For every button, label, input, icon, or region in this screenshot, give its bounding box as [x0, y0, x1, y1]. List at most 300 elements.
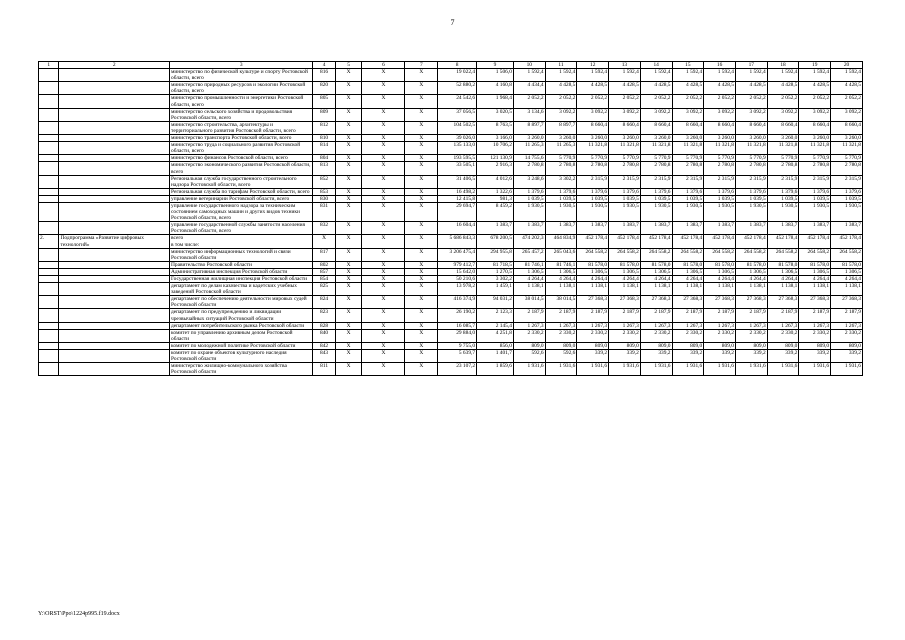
amount-cell: 94 031,2 — [477, 296, 514, 309]
amount-cell: 2 052,2 — [640, 95, 672, 108]
row-number — [39, 363, 59, 376]
program-name — [59, 142, 170, 155]
amount-cell: 2 330,2 — [767, 329, 799, 342]
rzpr-code: X — [335, 261, 362, 268]
grbs-code: X — [313, 235, 336, 248]
vr-code: X — [405, 175, 438, 188]
vr-code: X — [405, 261, 438, 268]
amount-cell: 2 330,2 — [577, 329, 609, 342]
amount-cell: 4 264,4 — [704, 276, 736, 283]
amount-cell: 1 931,6 — [672, 363, 704, 376]
amount-cell: 1 930,5 — [513, 202, 545, 221]
amount-cell: 1 592,4 — [767, 69, 799, 82]
amount-cell: 264 558,2 — [672, 248, 704, 261]
amount-cell: 1 930,5 — [704, 202, 736, 221]
amount-cell: 2 123,3 — [477, 309, 514, 322]
amount-cell: 3 260,0 — [672, 135, 704, 142]
amount-cell: 1 306,5 — [640, 268, 672, 275]
csr-code: X — [362, 195, 405, 202]
csr-code: X — [362, 322, 405, 329]
program-name: Подпрограмма «Развитие цифровых технологий» — [59, 235, 170, 248]
amount-cell: 1 138,1 — [545, 283, 577, 296]
program-name — [59, 69, 170, 82]
amount-cell: 2 315,9 — [672, 175, 704, 188]
amount-cell: 339,2 — [704, 350, 736, 363]
amount-cell: 339,2 — [735, 350, 767, 363]
amount-cell: 1 931,6 — [799, 363, 831, 376]
grbs-code: 823 — [313, 309, 336, 322]
amount-cell: 8 660,4 — [609, 121, 641, 134]
amount-cell: 452 178,4 — [609, 235, 641, 248]
amount-cell: 1 306,5 — [577, 268, 609, 275]
amount-cell: 2 315,9 — [609, 175, 641, 188]
amount-cell: 193 595,5 — [438, 155, 477, 162]
amount-cell: 1 379,6 — [609, 188, 641, 195]
amount-cell: 81 578,0 — [672, 261, 704, 268]
rzpr-code: X — [335, 162, 362, 175]
vr-code: X — [405, 142, 438, 155]
amount-cell: 8 660,4 — [640, 121, 672, 134]
amount-cell: 4 264,4 — [513, 276, 545, 283]
csr-code: X — [362, 283, 405, 296]
csr-code: X — [362, 188, 405, 195]
column-number: 3 — [170, 62, 313, 69]
amount-cell: 3 092,2 — [609, 108, 641, 121]
executor-name: управление государственной службы занятости населения Ростовской области, всего — [170, 222, 313, 235]
vr-code: X — [405, 155, 438, 162]
column-number: 12 — [577, 62, 609, 69]
amount-cell: 8 897,7 — [545, 121, 577, 134]
amount-cell: 27 368,3 — [799, 296, 831, 309]
vr-code: X — [405, 296, 438, 309]
amount-cell: 3 302,2 — [477, 276, 514, 283]
program-name — [59, 188, 170, 195]
amount-cell: 3 092,2 — [640, 108, 672, 121]
table-row — [39, 155, 863, 162]
amount-cell: 2 315,9 — [640, 175, 672, 188]
table-row — [39, 329, 863, 342]
amount-cell: 81 578,0 — [767, 261, 799, 268]
grbs-code: 816 — [313, 69, 336, 82]
amount-cell: 809,0 — [672, 342, 704, 349]
amount-cell: 5 770,9 — [545, 155, 577, 162]
amount-cell: 1 383,7 — [704, 222, 736, 235]
program-name — [59, 121, 170, 134]
amount-cell: 2 780,8 — [767, 162, 799, 175]
grbs-code: 817 — [313, 248, 336, 261]
amount-cell: 2 780,8 — [831, 162, 863, 175]
table-row — [39, 276, 863, 283]
csr-code: X — [362, 329, 405, 342]
amount-cell: 2 052,2 — [545, 95, 577, 108]
row-number: 2. — [39, 235, 59, 248]
vr-code: X — [405, 162, 438, 175]
amount-cell: 1 930,5 — [545, 202, 577, 221]
amount-cell: 2 330,2 — [735, 329, 767, 342]
amount-cell: 1 931,6 — [577, 363, 609, 376]
amount-cell: 4 428,5 — [609, 82, 641, 95]
column-number: 17 — [735, 62, 767, 69]
amount-cell: 27 368,3 — [767, 296, 799, 309]
table-row — [39, 195, 863, 202]
row-number — [39, 82, 59, 95]
amount-cell: 11 321,8 — [640, 142, 672, 155]
table-row — [39, 322, 863, 329]
amount-cell: 1 379,6 — [545, 188, 577, 195]
grbs-code: 853 — [313, 188, 336, 195]
column-number: 1 — [39, 62, 59, 69]
vr-code: X — [405, 82, 438, 95]
rzpr-code: X — [335, 108, 362, 121]
amount-cell: 1 138,1 — [672, 283, 704, 296]
amount-cell: 1 383,7 — [672, 222, 704, 235]
rzpr-code: X — [335, 329, 362, 342]
amount-cell: 1 138,1 — [831, 283, 863, 296]
amount-cell: 1 383,7 — [477, 222, 514, 235]
amount-cell: 3 248,6 — [513, 175, 545, 188]
row-number — [39, 175, 59, 188]
grbs-code: 828 — [313, 322, 336, 329]
executor-name: управление ветеринарии Ростовской области, всего — [170, 195, 313, 202]
row-number — [39, 121, 59, 134]
amount-cell: 4 428,5 — [767, 82, 799, 95]
amount-cell: 81 578,0 — [799, 261, 831, 268]
amount-cell: 2 052,2 — [609, 95, 641, 108]
amount-cell: 4 428,5 — [545, 82, 577, 95]
amount-cell: 2 187,9 — [735, 309, 767, 322]
amount-cell: 3 134,6 — [513, 108, 545, 121]
amount-cell: 4 264,4 — [831, 276, 863, 283]
amount-cell: 31 406,5 — [438, 175, 477, 188]
amount-cell: 1 267,3 — [704, 322, 736, 329]
executor-name: департамент по обеспечению деятельности мировых судей Ростовской области — [170, 296, 313, 309]
grbs-code: 811 — [313, 363, 336, 376]
amount-cell: 1 383,7 — [831, 222, 863, 235]
amount-cell: 2 052,2 — [513, 95, 545, 108]
amount-cell: 3 092,2 — [799, 108, 831, 121]
amount-cell: 4 264,4 — [577, 276, 609, 283]
amount-cell: 2 315,9 — [799, 175, 831, 188]
amount-cell: 1 306,5 — [545, 268, 577, 275]
amount-cell: 2 780,8 — [609, 162, 641, 175]
amount-cell: 1 592,4 — [513, 69, 545, 82]
amount-cell: 27 368,3 — [640, 296, 672, 309]
amount-cell: 809,0 — [735, 342, 767, 349]
program-name — [59, 95, 170, 108]
row-number — [39, 261, 59, 268]
amount-cell: 50 210,6 — [438, 276, 477, 283]
amount-cell: 3 260,0 — [704, 135, 736, 142]
amount-cell: 678 200,5 — [477, 235, 514, 248]
amount-cell: 1 592,4 — [577, 69, 609, 82]
amount-cell: 8 660,4 — [577, 121, 609, 134]
amount-cell: 339,2 — [799, 350, 831, 363]
amount-cell: 5 770,9 — [640, 155, 672, 162]
amount-cell: 1 379,6 — [513, 188, 545, 195]
amount-cell: 5 770,9 — [767, 155, 799, 162]
amount-cell: 1 592,4 — [609, 69, 641, 82]
amount-cell: 809,0 — [831, 342, 863, 349]
amount-cell: 1 039,5 — [609, 195, 641, 202]
table-row — [39, 222, 863, 235]
amount-cell: 1 931,6 — [640, 363, 672, 376]
amount-cell: 1 379,6 — [640, 188, 672, 195]
vr-code: X — [405, 108, 438, 121]
amount-cell: 809,0 — [577, 342, 609, 349]
amount-cell: 27 368,3 — [704, 296, 736, 309]
amount-cell: 135 133,0 — [438, 142, 477, 155]
amount-cell: 1 930,5 — [609, 202, 641, 221]
amount-cell: 339,2 — [609, 350, 641, 363]
amount-cell: 52 880,2 — [438, 82, 477, 95]
rzpr-code: X — [335, 222, 362, 235]
table-row — [39, 309, 863, 322]
rzpr-code: X — [335, 202, 362, 221]
rzpr-code: X — [335, 69, 362, 82]
amount-cell: 2 780,8 — [672, 162, 704, 175]
amount-cell: 1 592,4 — [799, 69, 831, 82]
amount-cell: 19 022,4 — [438, 69, 477, 82]
amount-cell: 1 039,5 — [735, 195, 767, 202]
grbs-code: 830 — [313, 195, 336, 202]
amount-cell: 5 770,9 — [831, 155, 863, 162]
amount-cell: 3 260,0 — [545, 135, 577, 142]
amount-cell: 2 052,2 — [831, 95, 863, 108]
vr-code: X — [405, 350, 438, 363]
amount-cell: 2 315,9 — [735, 175, 767, 188]
amount-cell: 9 755,0 — [438, 342, 477, 349]
column-number: 4 — [313, 62, 336, 69]
amount-cell: 4 428,5 — [640, 82, 672, 95]
amount-cell: 1 138,1 — [640, 283, 672, 296]
amount-cell: 264 558,2 — [767, 248, 799, 261]
amount-cell: 27 368,3 — [609, 296, 641, 309]
amount-cell: 294 955,8 — [477, 248, 514, 261]
amount-cell: 2 330,2 — [672, 329, 704, 342]
amount-cell: 3 260,0 — [577, 135, 609, 142]
amount-cell: 4 428,5 — [799, 82, 831, 95]
amount-cell: 1 383,7 — [767, 222, 799, 235]
amount-cell: 3 020,5 — [477, 108, 514, 121]
csr-code: X — [362, 309, 405, 322]
vr-code: X — [405, 363, 438, 376]
amount-cell: 2 315,9 — [577, 175, 609, 188]
amount-cell: 1 270,5 — [477, 268, 514, 275]
rzpr-code: X — [335, 175, 362, 188]
csr-code: X — [362, 268, 405, 275]
row-number — [39, 108, 59, 121]
amount-cell: 38 014,5 — [513, 296, 545, 309]
amount-cell: 1 930,5 — [577, 202, 609, 221]
rzpr-code: X — [335, 248, 362, 261]
amount-cell: 12 415,8 — [438, 195, 477, 202]
amount-cell: 2 145,4 — [477, 322, 514, 329]
rzpr-code: X — [335, 342, 362, 349]
amount-cell: 81 578,0 — [609, 261, 641, 268]
column-number: 9 — [477, 62, 514, 69]
executor-name: департамент потребительского рынка Ростовской области — [170, 322, 313, 329]
vr-code: X — [405, 309, 438, 322]
row-number — [39, 69, 59, 82]
amount-cell: 2 780,8 — [577, 162, 609, 175]
amount-cell: 474 202,3 — [513, 235, 545, 248]
row-number — [39, 188, 59, 195]
amount-cell: 339,2 — [767, 350, 799, 363]
amount-cell: 452 178,4 — [577, 235, 609, 248]
csr-code: X — [362, 69, 405, 82]
csr-code: X — [362, 142, 405, 155]
amount-cell: 265 043,6 — [545, 248, 577, 261]
column-number: 18 — [767, 62, 799, 69]
grbs-code: 840 — [313, 329, 336, 342]
amount-cell: 1 267,3 — [640, 322, 672, 329]
csr-code: X — [362, 202, 405, 221]
csr-code: X — [362, 261, 405, 268]
amount-cell: 3 260,0 — [831, 135, 863, 142]
vr-code: X — [405, 222, 438, 235]
rzpr-code: X — [335, 142, 362, 155]
amount-cell: 809,0 — [609, 342, 641, 349]
amount-cell: 14 755,6 — [513, 155, 545, 162]
vr-code: X — [405, 95, 438, 108]
column-number: 10 — [513, 62, 545, 69]
rzpr-code: X — [335, 82, 362, 95]
executor-name: департамент по делам казачества и кадетских учебных заведений Ростовской области — [170, 283, 313, 296]
table-header-row — [39, 62, 863, 69]
amount-cell: 11 321,8 — [799, 142, 831, 155]
table-row — [39, 95, 863, 108]
column-number: 19 — [799, 62, 831, 69]
amount-cell: 5 770,9 — [799, 155, 831, 162]
amount-cell: 1 383,7 — [609, 222, 641, 235]
amount-cell: 1 039,5 — [577, 195, 609, 202]
grbs-code: 852 — [313, 175, 336, 188]
rzpr-code: X — [335, 95, 362, 108]
vr-code: X — [405, 235, 438, 248]
amount-cell: 464 834,9 — [545, 235, 577, 248]
amount-cell: 2 187,9 — [831, 309, 863, 322]
amount-cell: 2 052,2 — [704, 95, 736, 108]
program-name — [59, 82, 170, 95]
rzpr-code: X — [335, 195, 362, 202]
amount-cell: 1 039,5 — [545, 195, 577, 202]
amount-cell: 452 178,4 — [735, 235, 767, 248]
amount-cell: 3 092,2 — [545, 108, 577, 121]
rzpr-code: X — [335, 135, 362, 142]
amount-cell: 1 306,5 — [831, 268, 863, 275]
amount-cell: 4 264,4 — [799, 276, 831, 283]
amount-cell: 1 138,1 — [735, 283, 767, 296]
grbs-code: 812 — [313, 121, 336, 134]
amount-cell: 2 187,9 — [799, 309, 831, 322]
rzpr-code: X — [335, 276, 362, 283]
amount-cell: 10 706,2 — [477, 142, 514, 155]
csr-code: X — [362, 82, 405, 95]
document-path: Y:\ORST\Ppo\1224p995.f19.docx — [38, 611, 120, 617]
amount-cell: 33 505,1 — [438, 162, 477, 175]
row-number — [39, 283, 59, 296]
amount-cell: 1 138,1 — [704, 283, 736, 296]
program-name — [59, 296, 170, 309]
amount-cell: 1 039,5 — [799, 195, 831, 202]
amount-cell: 809,0 — [704, 342, 736, 349]
amount-cell: 24 542,6 — [438, 95, 477, 108]
amount-cell: 81 746,1 — [545, 261, 577, 268]
executor-name: министерство экономического развития Ростовской области, всего — [171, 162, 312, 175]
amount-cell: 27 368,3 — [831, 296, 863, 309]
amount-cell: 81 578,0 — [640, 261, 672, 268]
vr-code: X — [405, 329, 438, 342]
amount-cell: 15 642,0 — [438, 268, 477, 275]
program-name — [59, 276, 170, 283]
column-number: 15 — [672, 62, 704, 69]
amount-cell: 1 592,4 — [672, 69, 704, 82]
amount-cell: 1 267,3 — [609, 322, 641, 329]
amount-cell: 1 306,5 — [513, 268, 545, 275]
row-number — [39, 195, 59, 202]
amount-cell: 11 321,8 — [609, 142, 641, 155]
amount-cell: 16 085,7 — [438, 322, 477, 329]
amount-cell: 1 306,5 — [672, 268, 704, 275]
amount-cell: 1 306,5 — [799, 268, 831, 275]
rzpr-code: X — [335, 309, 362, 322]
amount-cell: 3 092,2 — [577, 108, 609, 121]
amount-cell: 5 770,9 — [609, 155, 641, 162]
amount-cell: 4 264,4 — [609, 276, 641, 283]
program-name — [59, 342, 170, 349]
amount-cell: 452 178,4 — [799, 235, 831, 248]
amount-cell: 4 264,4 — [767, 276, 799, 283]
amount-cell: 981,3 — [477, 195, 514, 202]
amount-cell: 1 506,0 — [477, 69, 514, 82]
executor-name: министерство по физической культуре и спорту Ростовской области, всего — [170, 69, 313, 82]
amount-cell: 5 639,7 — [438, 350, 477, 363]
amount-cell: 2 330,2 — [640, 329, 672, 342]
table-row — [39, 342, 863, 349]
amount-cell: 13 978,2 — [438, 283, 477, 296]
table-row — [39, 135, 863, 142]
amount-cell: 37 056,5 — [438, 108, 477, 121]
program-name — [59, 162, 170, 175]
amount-cell: 3 260,0 — [799, 135, 831, 142]
amount-cell: 81 746,1 — [513, 261, 545, 268]
grbs-code: 842 — [313, 342, 336, 349]
executor-name: министерство финансов Ростовской области, всего — [170, 155, 313, 162]
csr-code: X — [362, 95, 405, 108]
csr-code: X — [362, 222, 405, 235]
amount-cell: 3 206 475,4 — [438, 248, 477, 261]
amount-cell: 8 660,4 — [831, 121, 863, 134]
csr-code: X — [362, 248, 405, 261]
amount-cell: 2 187,9 — [577, 309, 609, 322]
amount-cell: 2 052,2 — [672, 95, 704, 108]
table-row — [39, 162, 863, 175]
row-number — [39, 268, 59, 275]
amount-cell: 1 379,6 — [831, 188, 863, 195]
program-name — [59, 309, 170, 322]
rzpr-code: X — [335, 268, 362, 275]
grbs-code: 814 — [313, 142, 336, 155]
budget-table — [38, 61, 863, 376]
row-number — [39, 350, 59, 363]
amount-cell: 2 052,2 — [577, 95, 609, 108]
amount-cell: 1 267,3 — [672, 322, 704, 329]
executor-name: Региональная служба государственного строительного надзора Ростовской области, всего — [170, 175, 313, 188]
amount-cell: 8 660,4 — [799, 121, 831, 134]
amount-cell: 339,2 — [831, 350, 863, 363]
rzpr-code: X — [335, 235, 362, 248]
program-name — [59, 195, 170, 202]
